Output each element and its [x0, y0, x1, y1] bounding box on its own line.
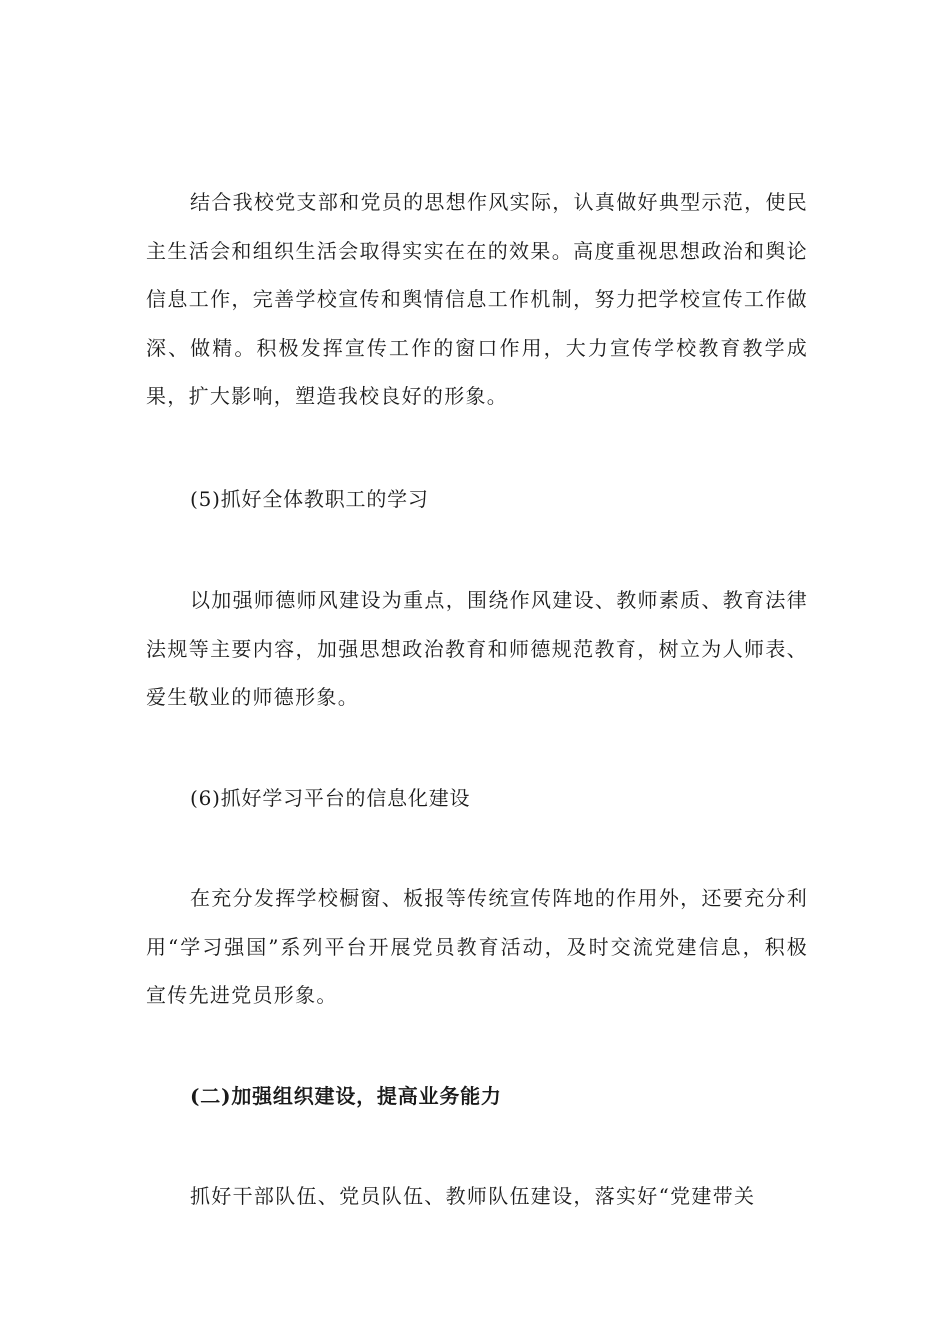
- heading-staff-study: (5)抓好全体教职工的学习: [190, 487, 429, 511]
- paragraph-publicity-work: 结合我校党支部和党员的思想作风实际，认真做好典型示范，使民主生活会和组织生活会取得实实在在的效果。高度重视思想政治和舆论信息工作，完善学校宣传和舆情信息工作机制，努力把学校宣传工作做深、做精。积极发挥宣传工作的窗口作用，大力宣传学校教育教学成果，扩大影响，塑造我校良好的形象。: [146, 190, 808, 408]
- section-heading-organization: (二)加强组织建设，提高业务能力: [190, 1084, 502, 1108]
- paragraph-team-building: 抓好干部队伍、党员队伍、教师队伍建设，落实好“党建带关: [190, 1184, 756, 1208]
- heading-platform-informatization: (6)抓好学习平台的信息化建设: [190, 786, 471, 810]
- paragraph-teacher-ethics: 以加强师德师风建设为重点，围绕作风建设、教师素质、教育法律法规等主要内容，加强思想政治教育和师德规范教育，树立为人师表、爱生敬业的师德形象。: [146, 588, 808, 709]
- paragraph-study-platform: 在充分发挥学校橱窗、板报等传统宣传阵地的作用外，还要充分利用“学习强国”系列平台开展党员教育活动，及时交流党建信息，积极宣传先进党员形象。: [146, 886, 808, 1007]
